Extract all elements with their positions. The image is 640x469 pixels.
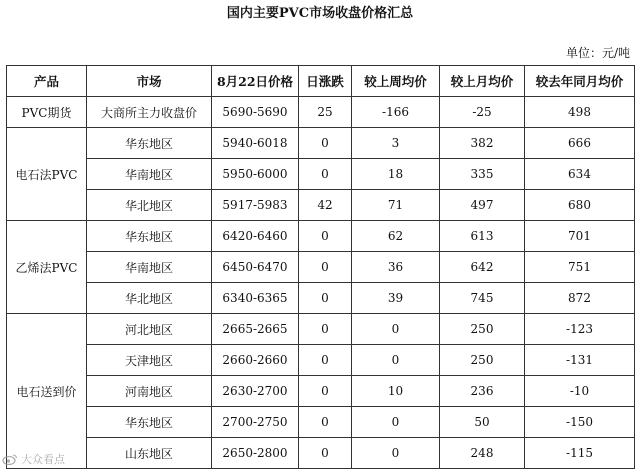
product-cell: 电石法PVC bbox=[7, 128, 87, 221]
vs-year-cell: -131 bbox=[525, 345, 635, 376]
vs-month-cell: 335 bbox=[440, 159, 525, 190]
daily-change-cell: 25 bbox=[299, 97, 352, 128]
header-daily-change: 日涨跌 bbox=[299, 66, 352, 97]
watermark-text: 大众看点 bbox=[21, 453, 65, 466]
header-market: 市场 bbox=[87, 66, 212, 97]
table-row bbox=[7, 407, 635, 438]
daily-change-cell: 0 bbox=[299, 376, 352, 407]
daily-change-cell: 0 bbox=[299, 221, 352, 252]
table-row bbox=[7, 128, 635, 159]
price-cell: 6420-6460 bbox=[212, 221, 299, 252]
price-cell: 2630-2700 bbox=[212, 376, 299, 407]
vs-month-cell: -25 bbox=[440, 97, 525, 128]
price-cell: 5917-5983 bbox=[212, 190, 299, 221]
daily-change-cell: 42 bbox=[299, 190, 352, 221]
vs-year-cell: 701 bbox=[525, 221, 635, 252]
header-vs-year: 较去年同月均价 bbox=[525, 66, 635, 97]
vs-month-cell: 250 bbox=[440, 345, 525, 376]
vs-year-cell: 634 bbox=[525, 159, 635, 190]
table-row bbox=[7, 438, 635, 469]
vs-year-cell: -115 bbox=[525, 438, 635, 469]
table-row bbox=[7, 345, 635, 376]
table-row bbox=[7, 252, 635, 283]
daily-change-cell: 0 bbox=[299, 159, 352, 190]
table-row bbox=[7, 190, 635, 221]
market-cell: 华南地区 bbox=[87, 252, 212, 283]
vs-week-cell: 0 bbox=[352, 345, 440, 376]
daily-change-cell: 0 bbox=[299, 438, 352, 469]
vs-month-cell: 50 bbox=[440, 407, 525, 438]
watermark bbox=[2, 451, 65, 467]
market-cell: 大商所主力收盘价 bbox=[87, 97, 212, 128]
market-cell: 河北地区 bbox=[87, 314, 212, 345]
vs-year-cell: 680 bbox=[525, 190, 635, 221]
vs-week-cell: 39 bbox=[352, 283, 440, 314]
daily-change-cell: 0 bbox=[299, 252, 352, 283]
header-row bbox=[7, 66, 635, 97]
vs-week-cell: 18 bbox=[352, 159, 440, 190]
table-row bbox=[7, 159, 635, 190]
price-cell: 5950-6000 bbox=[212, 159, 299, 190]
price-cell: 2650-2800 bbox=[212, 438, 299, 469]
vs-month-cell: 745 bbox=[440, 283, 525, 314]
vs-year-cell: 666 bbox=[525, 128, 635, 159]
header-vs-week: 较上周均价 bbox=[352, 66, 440, 97]
daily-change-cell: 0 bbox=[299, 314, 352, 345]
vs-week-cell: 36 bbox=[352, 252, 440, 283]
daily-change-cell: 0 bbox=[299, 283, 352, 314]
market-cell: 华东地区 bbox=[87, 128, 212, 159]
unit-label: 单位：元/吨 bbox=[565, 46, 630, 60]
vs-week-cell: 0 bbox=[352, 407, 440, 438]
table-row bbox=[7, 221, 635, 252]
daily-change-cell: 0 bbox=[299, 345, 352, 376]
price-cell: 6450-6470 bbox=[212, 252, 299, 283]
price-cell: 2700-2750 bbox=[212, 407, 299, 438]
market-cell: 山东地区 bbox=[87, 438, 212, 469]
vs-week-cell: 3 bbox=[352, 128, 440, 159]
vs-month-cell: 642 bbox=[440, 252, 525, 283]
vs-year-cell: 751 bbox=[525, 252, 635, 283]
market-cell: 华北地区 bbox=[87, 190, 212, 221]
vs-week-cell: 71 bbox=[352, 190, 440, 221]
daily-change-cell: 0 bbox=[299, 128, 352, 159]
product-cell: 乙烯法PVC bbox=[7, 221, 87, 314]
header-product: 产品 bbox=[7, 66, 87, 97]
vs-week-cell: 62 bbox=[352, 221, 440, 252]
daily-change-cell: 0 bbox=[299, 407, 352, 438]
header-vs-month: 较上月均价 bbox=[440, 66, 525, 97]
vs-week-cell: 0 bbox=[352, 314, 440, 345]
market-cell: 华南地区 bbox=[87, 159, 212, 190]
vs-week-cell: 10 bbox=[352, 376, 440, 407]
vs-year-cell: 498 bbox=[525, 97, 635, 128]
table-row bbox=[7, 314, 635, 345]
vs-year-cell: 872 bbox=[525, 283, 635, 314]
price-cell: 5940-6018 bbox=[212, 128, 299, 159]
market-cell: 河南地区 bbox=[87, 376, 212, 407]
vs-week-cell: -166 bbox=[352, 97, 440, 128]
price-cell: 6340-6365 bbox=[212, 283, 299, 314]
vs-month-cell: 248 bbox=[440, 438, 525, 469]
header-price: 8月22日价格 bbox=[212, 66, 299, 97]
product-cell: PVC期货 bbox=[7, 97, 87, 128]
page-title: 国内主要PVC市场收盘价格汇总 bbox=[226, 6, 414, 21]
price-cell: 5690-5690 bbox=[212, 97, 299, 128]
weibo-logo-icon bbox=[2, 453, 18, 465]
vs-month-cell: 497 bbox=[440, 190, 525, 221]
price-summary-table bbox=[6, 65, 635, 469]
price-cell: 2660-2660 bbox=[212, 345, 299, 376]
vs-month-cell: 250 bbox=[440, 314, 525, 345]
market-cell: 华东地区 bbox=[87, 221, 212, 252]
market-cell: 华北地区 bbox=[87, 283, 212, 314]
vs-month-cell: 382 bbox=[440, 128, 525, 159]
vs-year-cell: -10 bbox=[525, 376, 635, 407]
vs-year-cell: -123 bbox=[525, 314, 635, 345]
vs-week-cell: 0 bbox=[352, 438, 440, 469]
vs-month-cell: 613 bbox=[440, 221, 525, 252]
market-cell: 华东地区 bbox=[87, 407, 212, 438]
table-row bbox=[7, 376, 635, 407]
table-row bbox=[7, 283, 635, 314]
table-row bbox=[7, 97, 635, 128]
product-cell: 电石送到价 bbox=[7, 314, 87, 469]
price-cell: 2665-2665 bbox=[212, 314, 299, 345]
vs-year-cell: -150 bbox=[525, 407, 635, 438]
vs-month-cell: 236 bbox=[440, 376, 525, 407]
market-cell: 天津地区 bbox=[87, 345, 212, 376]
